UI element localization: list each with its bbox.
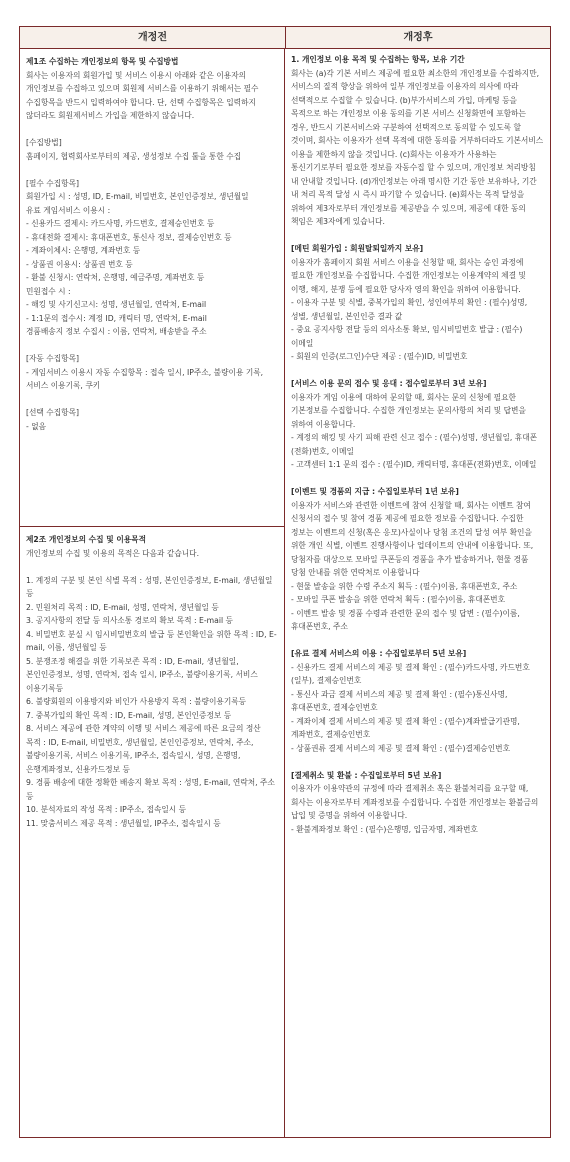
inquiry-item: - 계정의 해킹 및 사기 피해 관련 신고 접수 : (필수)성명, 생년월일, 휴대폰(전화)번호, 이메일 — [291, 433, 538, 456]
required-item: - 상품권 이용시: 상품권 번호 등 — [26, 259, 133, 269]
required-item: - 환불 신청시: 연락처, 은행명, 예금주명, 계좌번호 등 — [26, 273, 205, 282]
purpose-item: 10. 분석자료의 작성 목적 : IP주소, 접속일시 등 — [26, 805, 187, 814]
purpose-item: 2. 민원처리 목적 : ID, E-mail, 성명, 연락처, 생년월일 등 — [26, 602, 219, 612]
article-2-intro: 개인정보의 수집 및 이용의 목적은 다음과 같습니다. — [26, 548, 200, 558]
optional-heading: [선택 수집항목] — [26, 408, 79, 417]
member-text: 이용자가 홈페이지 회원 서비스 이용을 신청할 때, 회사는 승인 과정에 필요한 개인정보를 수집합니다. 수집한 개인정보는 이용계약의 체결 및 이행, 해지, 분쟁 등에 필요한 당사자 영의 확인을 위하여 이용합니다. — [291, 257, 526, 294]
before-column — [20, 49, 285, 1137]
purpose-item: 11. 맞춤서비스 제공 목적 : 생년월일, IP주소, 접속일시 등 — [26, 818, 221, 828]
purpose-item: 8. 서비스 제공에 관한 계약의 이행 및 서비스 제공에 따른 요금의 정산 목적 : ID, E-mail, 비밀번호, 생년월일, 본인인증정보, 연락처, 주소, 불량이용기록, 서비스 이용기록, IP주소, 접속일시, 성명, 은행명, 은행계좌정보, 신용카드정보 등 — [26, 724, 261, 774]
event-item: - 모바일 쿠폰 발송을 위한 연락처 획득 : (필수)이름, 휴대폰번호 — [291, 595, 506, 604]
required-item: - 신용카드 결제시: 카드사명, 카드번호, 결제승인번호 등 — [26, 219, 215, 228]
payment-item: - 상품권류 결제 서비스의 제공 및 결제 확인 : (필수)결제승인번호 — [291, 743, 511, 753]
article-1-section — [20, 49, 284, 527]
revised-title: 1. 개인정보 이용 목적 및 수집하는 항목, 보유 기간 — [291, 55, 465, 64]
payment-item: - 계좌이체 결제 서비스의 제공 및 결제 확인 : (필수)계좌발급기관명, 계좌번호, 결제승인번호 — [291, 716, 520, 739]
article-2-title: 제2조 개인정보의 수집 및 이용목적 — [26, 535, 147, 544]
required-item: - 1:1문의 접수시: 계정 ID, 캐릭터 명, 연락처, E-mail — [26, 313, 207, 323]
payment-item: - 통신사 과금 결제 서비스의 제공 및 결제 확인 : (필수)통신사명, 휴대폰번호, 결제승인번호 — [291, 689, 508, 712]
required-item: 민원접수 시 : — [26, 286, 71, 296]
header-after: 개정후 — [403, 32, 433, 43]
purpose-item: 9. 경품 배송에 대한 정확한 배송지 확보 목적 : 성명, E-mail, 연락처, 주소 등 — [26, 778, 275, 801]
table-header — [20, 27, 550, 49]
purpose-item: 4. 비밀번호 분실 시 임시비밀번호의 발급 등 본인확인을 위한 목적 : ID, E-mail, 이름, 생년월일 등 — [26, 629, 277, 652]
auto-text: - 게임서비스 이용시 자동 수집항목 : 접속 일시, IP주소, 불량이용 기록, 서비스 이용기록, 쿠키 — [26, 367, 264, 390]
event-item: - 현물 발송을 위한 수령 주소지 획득 : (필수)이름, 휴대폰번호, 주소 — [291, 581, 518, 591]
required-item: 유료 게임서비스 이용시 : — [26, 205, 111, 215]
required-item: - 휴대전화 결제시: 휴대폰번호, 통신사 정보, 결제승인번호 등 — [26, 232, 232, 242]
article-1-intro: 회사는 이용자의 회원가입 및 서비스 이용시 아래와 같은 이용자의 개인정보를 수집하고 있으며 회원제 서비스를 이용하기 위해서는 필수 수집항목을 반드시 입력하여야 합니다. 단, 선택 수집항목은 입력하지 않더라도 회원제서비스 가입을 제한하지 않습니다. — [26, 70, 259, 120]
method-heading: [수집방법] — [26, 138, 62, 147]
member-item: - 중요 공지사항 전달 등의 의사소통 확보, 임시비밀번호 발급 : (필수)이메일 — [291, 325, 523, 348]
after-column — [285, 49, 550, 1137]
member-heading: [메틴 회원가입 : 회원탈퇴일까지 보유] — [291, 244, 424, 253]
inquiry-item: - 고객센터 1:1 문의 접수 : (필수)ID, 캐릭터명, 휴대폰(전화)번호, 이메일 — [291, 460, 537, 469]
purpose-item: 1. 계정의 구분 및 본인 식별 목적 : 성명, 본인인증정보, E-mail, 생년월일 등 — [26, 575, 273, 598]
purpose-item: 7. 중복가입의 확인 목적 : ID, E-mail, 성명, 본인인증정보 등 — [26, 710, 232, 720]
member-item: - 회원의 인증(로그인)수단 제공 : (필수)ID, 비밀번호 — [291, 352, 468, 361]
required-heading: [필수 수집항목] — [26, 178, 79, 188]
inquiry-heading: [서비스 이용 문의 접수 및 응대 : 접수일로부터 3년 보유] — [291, 379, 487, 388]
refund-text: 이용자가 이용약관의 규정에 따라 결제취소 혹은 환불처리를 요구할 때, 회사는 이용자로부터 계좌정보를 수집합니다. 수집한 개인정보는 환불금의 납입 및 증명을 위하여 이용합니다. — [291, 784, 539, 820]
purpose-item: 6. 불량회원의 이용방지와 비인가 사용방지 목적 : 불량이용기록등 — [26, 697, 247, 706]
inquiry-text: 이용자가 게임 이용에 대하여 문의할 때, 회사는 문의 신청에 필요한 기본정보를 수집합니다. 수집한 개인정보는 문의사항의 처리 및 답변을 위하여 이용합니다. — [291, 392, 526, 429]
refund-heading: [결제취소 및 환불 : 수집일로부터 5년 보유] — [291, 770, 442, 780]
member-item: - 이용자 구분 및 식별, 중복가입의 확인, 성인여부의 확인 : (필수)성명, 성별, 생년월일, 본인인증 결과 값 — [291, 298, 528, 321]
article-2-section — [20, 527, 284, 830]
article-1-title: 제1조 수집하는 개인정보의 항목 및 수집방법 — [26, 57, 179, 66]
payment-item: - 신용카드 결제 서비스의 제공 및 결제 확인 : (필수)카드사명, 카드번호(일부), 결제승인번호 — [291, 662, 530, 685]
required-item: 회원가입 시 : 성명, ID, E-mail, 비밀번호, 본인인증정보, 생년월일 — [26, 192, 249, 201]
revised-intro: 회사는 (a)각 기본 서비스 제공에 필요한 최소한의 개인정보를 수집하지만, 서비스의 질적 향상을 위하여 일부 개인정보를 이용자의 의사에 따라 선택적으로 수집할 수 있습니다. (b)부가서비스의 가입, 마케팅 등을 목적으로 하는 개인정보 이용 동의를 기본 서비스 신청화면에 포함하는 경우, 반드시 기본서비스와 구분하여 선택적으로 동의할 수 있도록 할 것이며, 회사는 이용자가 선택 목적에 대한 동의를 거부하더라도 기본서비스 이용을 제한하지 않을 것입니다. (c)회사는 이용자가 사용하는 통신기기로부터 필요한 정보를 자동수집 할 수 있으며, 개인정보 처리방침 내 안내할 것입니다. (d)개인정보는 아래 명시한 기간 동안 보유하나, 기간 내 처리 목적 달성 시 즉시 파기할 수 있습니다. (e)회사는 목적 달성을 위하여 제3자로부터 개인정보를 제공받을 수 있으며, 제공에 대한 동의 책임은 제3자에게 있습니다. — [291, 68, 544, 226]
event-item: - 이벤트 발송 및 경품 수령과 관련한 문의 접수 및 답변 : (필수)이름, 휴대폰번호, 주소 — [291, 608, 520, 631]
method-text: 홈페이지, 협력회사로부터의 제공, 생성정보 수집 툴을 통한 수집 — [26, 151, 242, 161]
required-item: - 계좌이체시: 은행명, 계좌번호 등 — [26, 246, 141, 255]
required-item: 경품배송지 정보 수집시 : 이름, 연락처, 배송받을 주소 — [26, 327, 207, 336]
purpose-item: 3. 공지사항의 전달 등 의사소통 경로의 확보 목적 : E-mail 등 — [26, 616, 233, 625]
purpose-item: 5. 분쟁조정 해결을 위한 기록보존 목적 : ID, E-mail, 생년월일, 본인인증정보, 성명, 연락처, 접속 일시, IP주소, 불량이용기록, 서비스 이용기록등 — [26, 656, 258, 693]
event-text: 이용자가 서비스와 관련한 이벤트에 참여 신청할 때, 회사는 이벤트 참여 신청서의 접수 및 참여 경품 제공에 필요한 정보를 수집합니다. 수집한 정보는 이벤트의 신청(혹은 응모)사실이나 당첨 조건의 달성 여부 확인을 위한 개인 식별, 이벤트 진행사항이나 업데이트의 안내에 이용합니다. 또, 당첨자를 대상으로 모바일 쿠폰등의 경품을 추가 발송하거나, 현물 경품 당첨 안내를 위한 연락처로 이용합니다 — [291, 500, 534, 577]
refund-item: - 환불계좌정보 확인 : (필수)은행명, 입금자명, 계좌번호 — [291, 824, 478, 834]
payment-heading: [유료 결제 서비스의 이용 : 수집일로부터 5년 보유] — [291, 649, 467, 658]
required-item: - 해킹 및 사기신고시: 성명, 생년월일, 연락처, E-mail — [26, 300, 207, 309]
table-body — [20, 49, 550, 1137]
auto-heading: [자동 수집항목] — [26, 354, 79, 363]
event-heading: [이벤트 및 경품의 지급 : 수집일로부터 1년 보유] — [291, 487, 459, 496]
policy-comparison-table — [19, 26, 551, 1138]
optional-text: - 없음 — [26, 421, 47, 431]
header-before: 개정전 — [20, 27, 286, 48]
